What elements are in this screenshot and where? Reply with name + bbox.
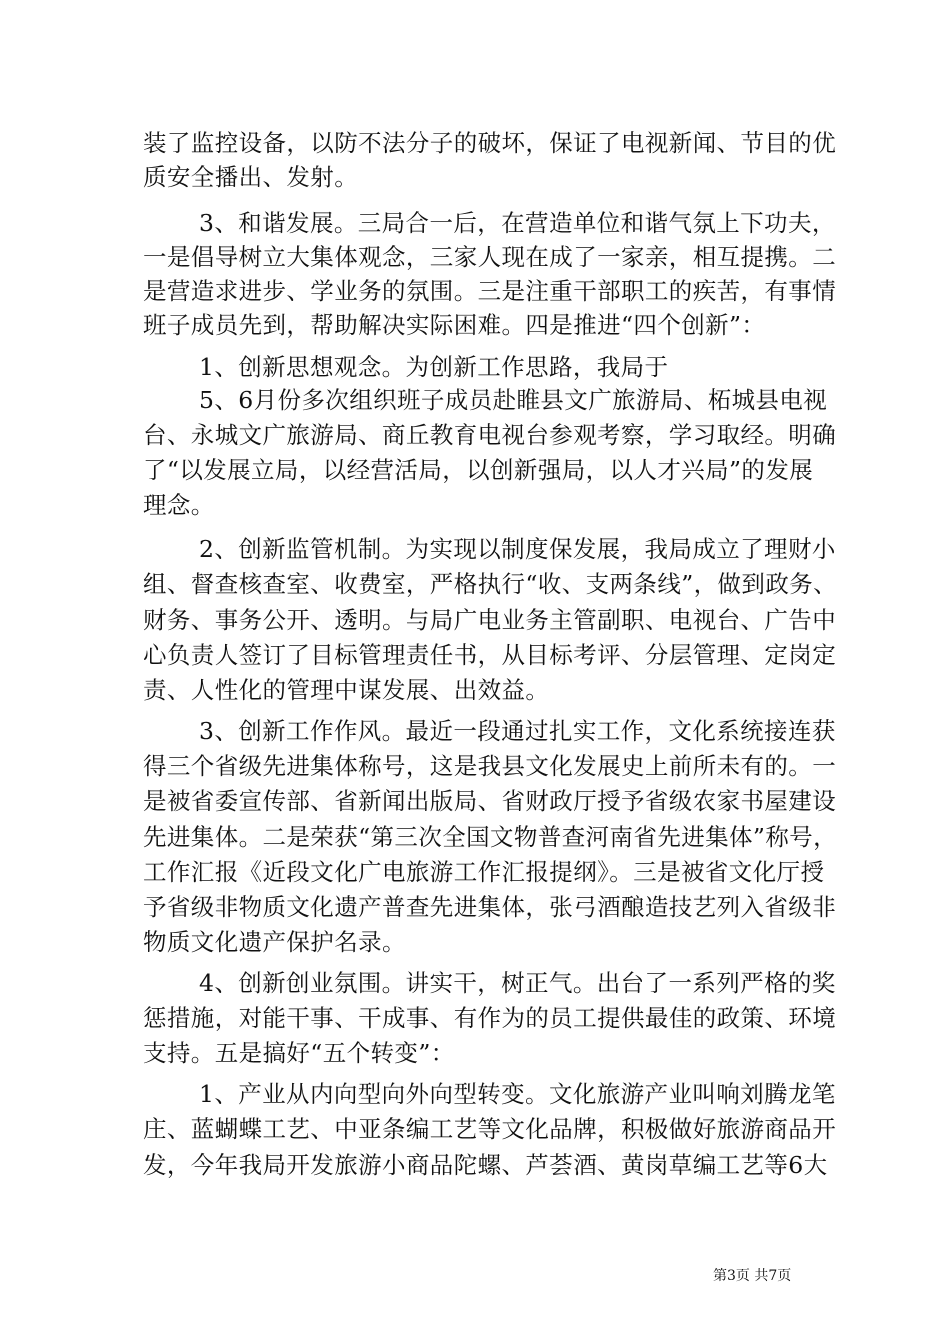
paragraph-line: 理念。: [143, 491, 215, 519]
paragraph-line: 发，今年我局开发旅游小商品陀螺、芦荟酒、黄岗草编工艺等6大: [143, 1151, 828, 1179]
paragraph-line: 2、创新监管机制。为实现以制度保发展，我局成立了理财小: [199, 535, 836, 563]
paragraph-line: 台、永城文广旅游局、商丘教育电视台参观考察，学习取经。明确: [143, 421, 837, 449]
paragraph-line: 支持。五是搞好“五个转变”：: [143, 1039, 455, 1067]
paragraph-line: 1、产业从内向型向外向型转变。文化旅游产业叫响刘腾龙笔: [199, 1080, 836, 1108]
paragraph-line: 一是倡导树立大集体观念，三家人现在成了一家亲，相互提携。二: [143, 243, 837, 271]
paragraph-line: 庄、蓝蝴蝶工艺、中亚条编工艺等文化品牌，积极做好旅游商品开: [143, 1115, 837, 1143]
paragraph-line: 4、创新创业氛围。讲实干，树正气。出台了一系列严格的奖: [199, 969, 836, 997]
paragraph-line: 心负责人签订了目标管理责任书，从目标考评、分层管理、定岗定: [143, 641, 837, 669]
paragraph-line: 3、创新工作作风。最近一段通过扎实工作，文化系统接连获: [199, 717, 836, 745]
paragraph-line: 班子成员先到，帮助解决实际困难。四是推进“四个创新”：: [143, 311, 766, 339]
paragraph-line: 工作汇报《近段文化广电旅游工作汇报提纲》。三是被省文化厅授: [143, 858, 825, 886]
paragraph-line: 装了监控设备，以防不法分子的破坏，保证了电视新闻、节目的优: [143, 129, 837, 157]
paragraph-line: 了“以发展立局，以经营活局，以创新强局，以人才兴局”的发展: [143, 456, 814, 484]
paragraph-line: 予省级非物质文化遗产普查先进集体，张弓酒酿造技艺列入省级非: [143, 893, 837, 921]
paragraph-line: 财务、事务公开、透明。与局广电业务主管副职、电视台、广告中: [143, 606, 837, 634]
paragraph-line: 是营造求进步、学业务的氛围。三是注重干部职工的疾苦，有事情: [143, 277, 837, 305]
paragraph-line: 3、和谐发展。三局合一后，在营造单位和谐气氛上下功夫，: [199, 209, 836, 237]
page-number: 第3页 共7页: [713, 1268, 792, 1284]
paragraph-line: 5、6月份多次组织班子成员赴睢县文广旅游局、柘城县电视: [199, 386, 828, 414]
paragraph-line: 先进集体。二是荣获“第三次全国文物普查河南省先进集体”称号，: [143, 823, 838, 851]
paragraph-line: 组、督查核查室、收费室，严格执行“收、支两条线”，做到政务、: [143, 570, 838, 598]
paragraph-line: 得三个省级先进集体称号，这是我县文化发展史上前所未有的。一: [143, 752, 837, 780]
paragraph-line: 质安全播出、发射。: [143, 163, 359, 191]
paragraph-line: 1、创新思想观念。为创新工作思路，我局于: [199, 353, 669, 381]
paragraph-line: 惩措施，对能干事、干成事、有作为的员工提供最佳的政策、环境: [143, 1004, 837, 1032]
paragraph-line: 责、人性化的管理中谋发展、出效益。: [143, 676, 550, 704]
paragraph-line: 物质文化遗产保护名录。: [143, 928, 406, 956]
paragraph-line: 是被省委宣传部、省新闻出版局、省财政厅授予省级农家书屋建设: [143, 787, 837, 815]
